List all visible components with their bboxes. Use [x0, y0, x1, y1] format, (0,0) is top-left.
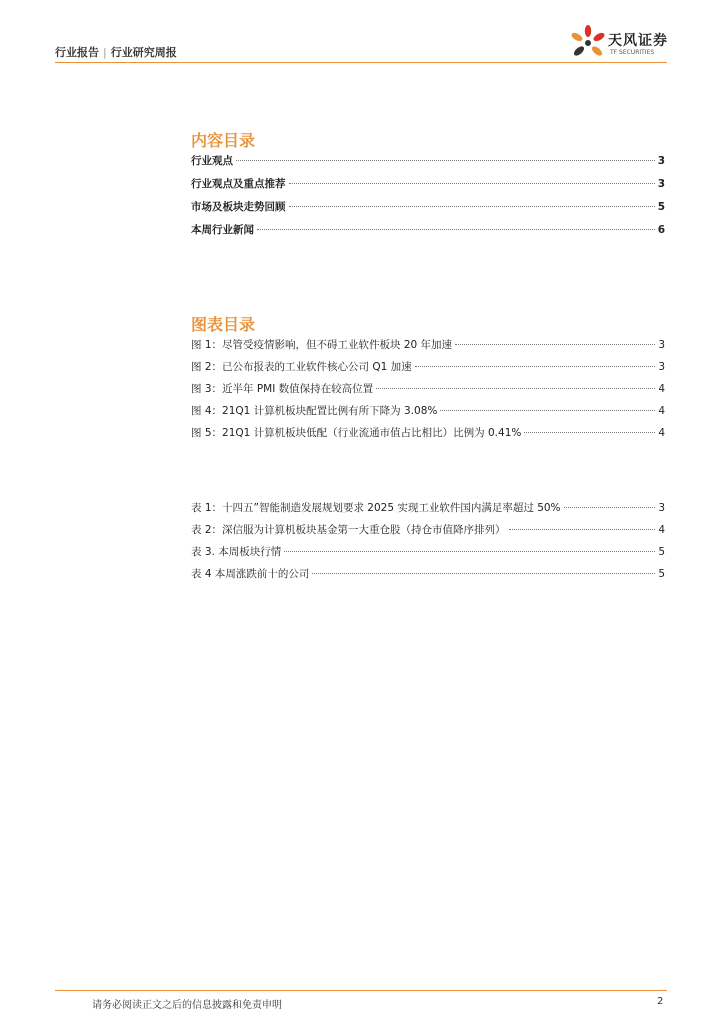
footer-disclaimer: 请务必阅读正文之后的信息披露和免责申明 — [92, 1000, 282, 1011]
figure-entry-page: 4 — [658, 383, 665, 395]
contents-list — [191, 153, 665, 245]
company-logo — [568, 24, 678, 62]
table-entry-label: 表 1：十四五”智能制造发展规划要求 2025 实现工业软件国内满足率超过 50% — [191, 502, 561, 514]
figure-entry-label: 图 5：21Q1 计算机板块低配（行业流通市值占比相比）比例为 0.41% — [191, 427, 522, 439]
table-entry-label: 表 4 本周涨跌前十的公司 — [191, 568, 310, 580]
toc-entry[interactable] — [191, 153, 665, 176]
figure-entry[interactable] — [191, 425, 665, 447]
figure-entry-page: 4 — [658, 405, 665, 417]
toc-leader — [509, 529, 656, 530]
figure-entry-label: 图 4：21Q1 计算机板块配置比例有所下降为 3.08% — [191, 405, 438, 417]
toc-leader — [289, 183, 655, 184]
header-subcategory: 行业研究周报 — [110, 46, 177, 59]
figure-entry[interactable] — [191, 337, 665, 359]
figure-entry[interactable] — [191, 381, 665, 403]
toc-leader — [289, 206, 655, 207]
table-entry-page: 5 — [658, 568, 665, 580]
figures-title: 图表目录 — [191, 315, 256, 334]
header-breadcrumb — [55, 44, 177, 60]
toc-entry[interactable] — [191, 176, 665, 199]
toc-entry-page: 3 — [657, 178, 665, 190]
contents-title: 内容目录 — [191, 131, 256, 150]
page-number: 2 — [657, 996, 664, 1007]
table-entry[interactable] — [191, 522, 665, 544]
table-entry-label: 表 3. 本周板块行情 — [191, 546, 282, 558]
toc-entry[interactable] — [191, 199, 665, 222]
footer-divider — [55, 990, 667, 991]
toc-leader — [257, 229, 655, 230]
toc-leader — [236, 160, 655, 161]
table-entry[interactable] — [191, 500, 665, 522]
toc-leader — [524, 432, 655, 433]
toc-leader — [376, 388, 655, 389]
toc-leader — [312, 573, 655, 574]
toc-leader — [415, 366, 656, 367]
figure-entry[interactable] — [191, 359, 665, 381]
toc-entry-label: 本周行业新闻 — [191, 224, 254, 236]
table-entry-label: 表 2：深信服为计算机板块基金第一大重仓股（持仓市值降序排列） — [191, 524, 506, 536]
header-separator: | — [103, 46, 107, 59]
toc-entry-label: 市场及板块走势回顾 — [191, 201, 286, 213]
table-entry[interactable] — [191, 566, 665, 588]
toc-entry[interactable] — [191, 222, 665, 245]
logo-english-name: TF SECURITIES — [610, 49, 655, 56]
tables-list — [191, 500, 665, 588]
header-divider — [55, 62, 667, 63]
flower-logo-icon — [568, 24, 608, 62]
toc-leader — [564, 507, 656, 508]
table-entry-page: 5 — [658, 546, 665, 558]
figure-entry-page: 3 — [658, 361, 665, 373]
logo-chinese-name: 天风证券 — [608, 33, 668, 49]
table-entry-page: 4 — [658, 524, 665, 536]
header-category: 行业报告 — [55, 46, 99, 59]
toc-entry-label: 行业观点 — [191, 155, 233, 167]
table-entry-page: 3 — [658, 502, 665, 514]
toc-entry-page: 3 — [657, 155, 665, 167]
figure-entry-label: 图 2：已公布报表的工业软件核心公司 Q1 加速 — [191, 361, 412, 373]
toc-entry-page: 6 — [657, 224, 665, 236]
figure-entry-page: 4 — [658, 427, 665, 439]
toc-entry-label: 行业观点及重点推荐 — [191, 178, 286, 190]
figures-list — [191, 337, 665, 447]
figure-entry-label: 图 3：近半年 PMI 数值保持在较高位置 — [191, 383, 374, 395]
toc-entry-page: 5 — [657, 201, 665, 213]
toc-leader — [440, 410, 655, 411]
toc-leader — [284, 551, 655, 552]
figure-entry-label: 图 1：尽管受疫情影响，但不碍工业软件板块 20 年加速 — [191, 339, 453, 351]
toc-leader — [455, 344, 655, 345]
table-entry[interactable] — [191, 544, 665, 566]
figure-entry-page: 3 — [658, 339, 665, 351]
figure-entry[interactable] — [191, 403, 665, 425]
